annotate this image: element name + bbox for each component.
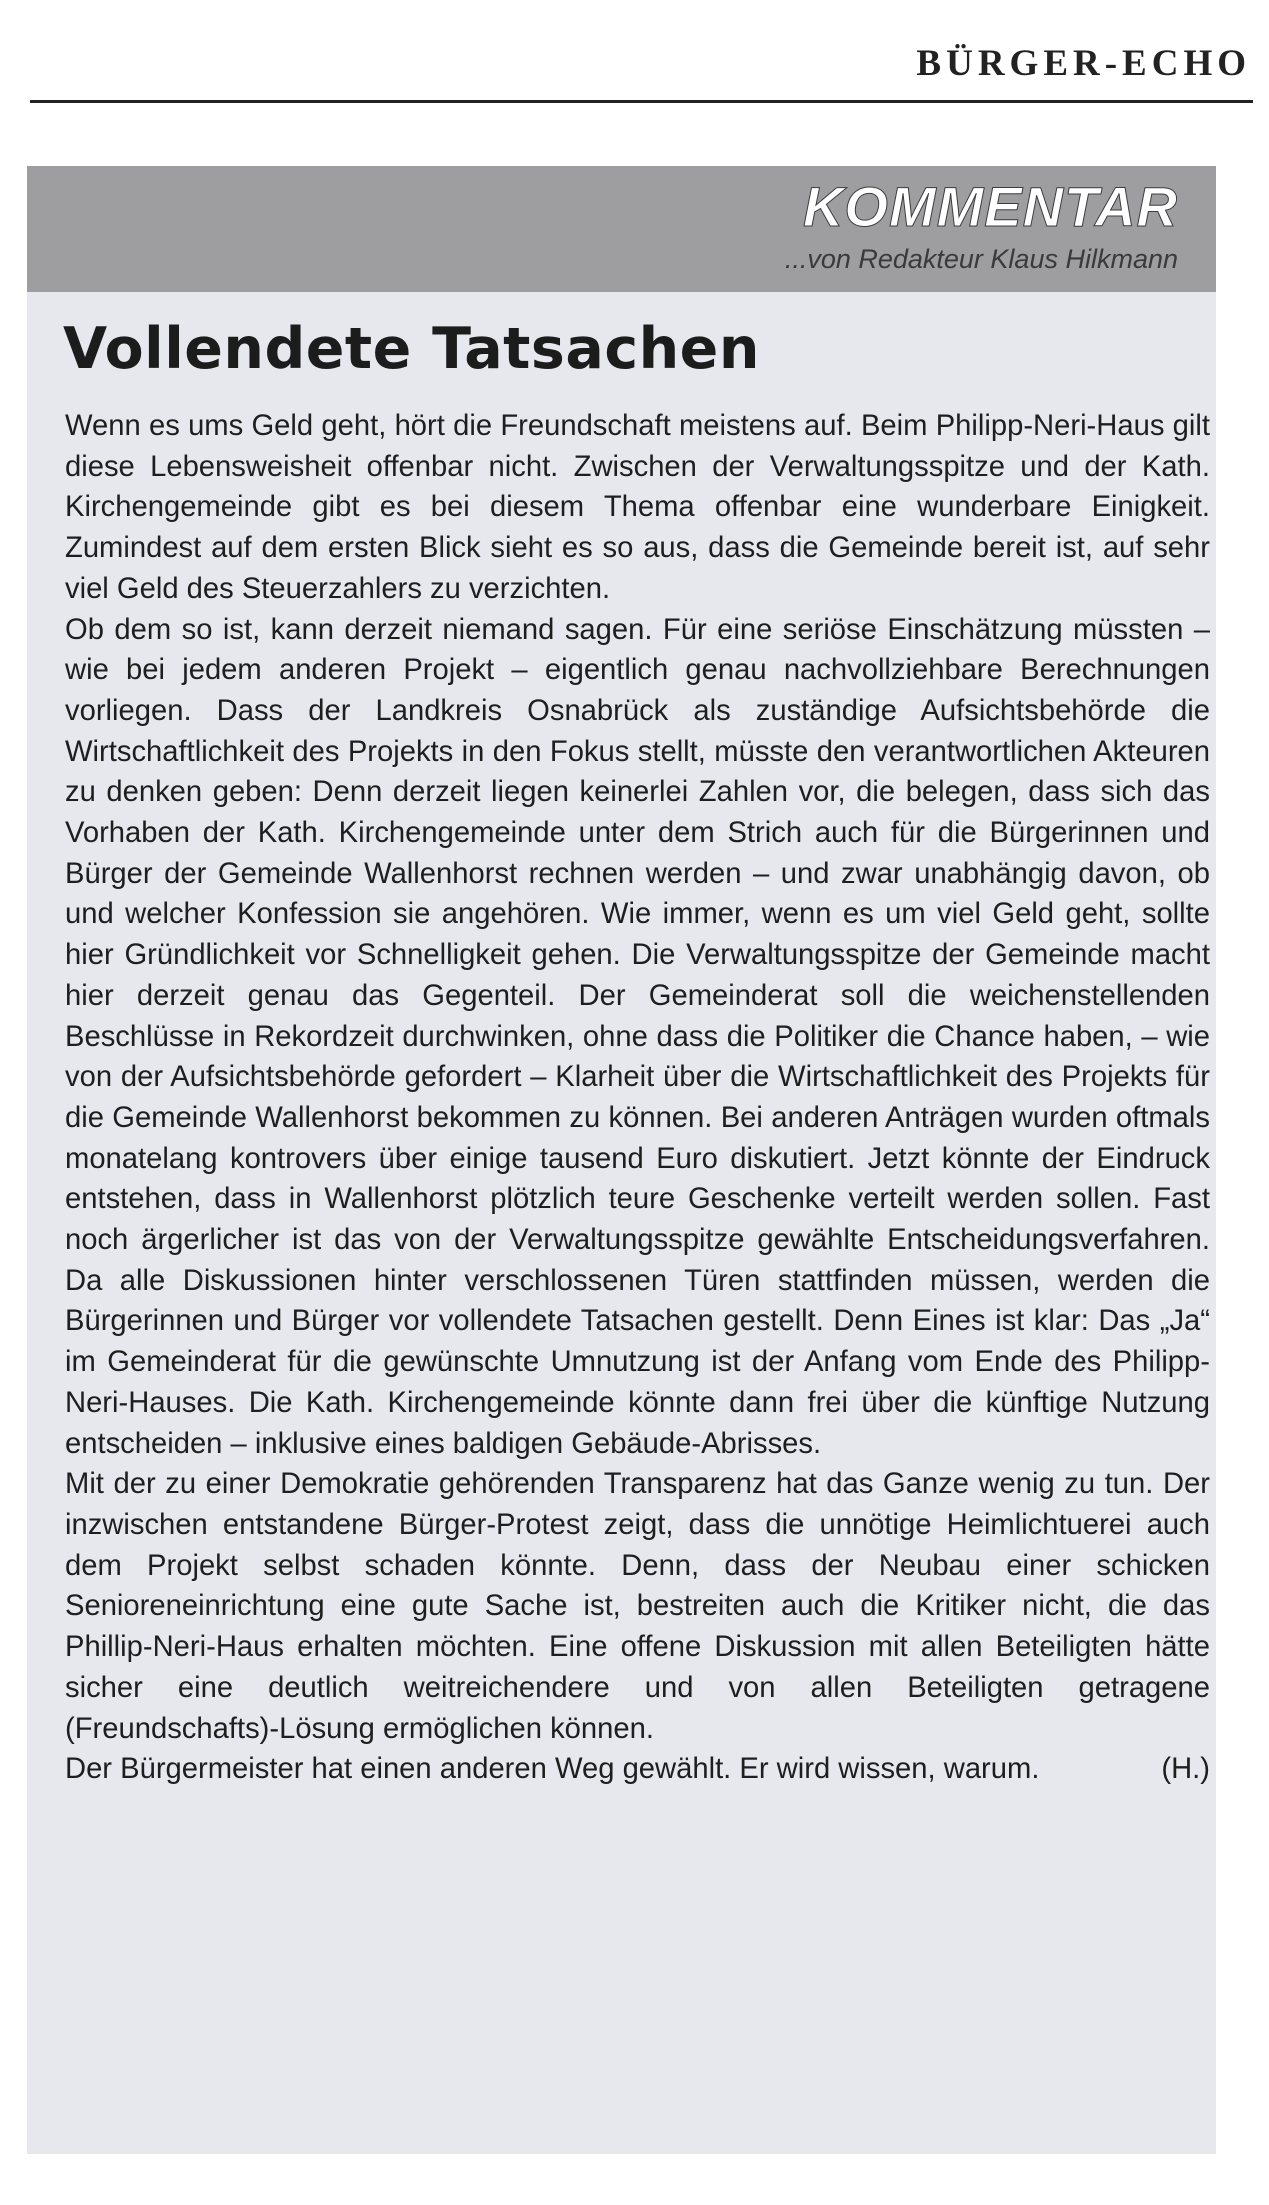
commentary-box: [27, 166, 1216, 2154]
author-signature: (H.): [1161, 1753, 1210, 1786]
article-body: [65, 406, 1210, 1790]
article-headline: Vollendete Tatsachen: [63, 316, 760, 382]
byline: ...von Redakteur Klaus Hilkmann: [784, 244, 1178, 274]
article-paragraph: Ob dem so ist, kann derzeit niemand sagen. Für eine seriöse Einschätzung müssten – wie bei jedem anderen Projekt – eigentlich genau nachvollziehbare Berechnungen vorliegen. Dass der Landkreis Osnabrück als zuständige Aufsichtsbehörde die Wirtschaftlichkeit des Projekts in den Fokus stellt, müsste den verantwortlichen Akteuren zu denken geben: Denn derzeit liegen keinerlei Zahlen vor, die belegen, dass sich das Vorhaben der Kath. Kirchengemeinde unter dem Strich auch für die Bürgerinnen und Bürger der Gemeinde Wallenhorst rechnen werden – und zwar unabhängig davon, ob und welcher Konfession sie angehören. Wie immer, wenn es um viel Geld geht, sollte hier Gründlichkeit vor Schnelligkeit gehen. Die Verwaltungsspitze der Gemeinde macht hier derzeit genau das Gegenteil. Der Gemeinderat soll die weichenstellenden Beschlüsse in Rekordzeit durchwinken, ohne dass die Politiker die Chance haben, – wie von der Aufsichtsbehörde gefordert – Klarheit über die Wirtschaftlichkeit des Projekts für die Gemeinde Wallenhorst bekommen zu können. Bei anderen Anträgen wurden oftmals monatelang kontrovers über einige tausend Euro diskutiert. Jetzt könnte der Eindruck entstehen, dass in Wallenhorst plötzlich teure Geschenke verteilt werden sollen. Fast noch ärgerlicher ist das von der Verwaltungsspitze gewählte Entscheidungsverfahren. Da alle Diskussionen hinter verschlossenen Türen stattfinden müssen, werden die Bürgerinnen und Bürger vor vollendete Tatsachen gestellt. Denn Eines ist klar: Das „Ja“ im Gemeinderat für die gewünschte Umnutzung ist der Anfang vom Ende des Philipp-Neri-Hauses. Die Kath. Kirchengemeinde könnte dann frei über die künftige Nutzung entscheiden – inklusive eines baldigen Gebäude-Abrisses.: [65, 613, 1210, 1460]
masthead-rule: [30, 100, 1253, 103]
article-paragraph: Der Bürgermeister hat einen anderen Weg gewählt. Er wird wissen, warum.: [65, 1753, 1040, 1786]
section-header: [27, 166, 1216, 292]
article-paragraph: Wenn es ums Geld geht, hört die Freundschaft meistens auf. Beim Philipp-Neri-Haus gilt diese Lebensweisheit offenbar nicht. Zwischen der Verwaltungsspitze und der Kath. Kirchengemeinde gibt es bei diesem Thema offenbar eine wunderbare Einigkeit. Zumindest auf dem ersten Blick sieht es so aus, dass die Gemeinde bereit ist, auf sehr viel Geld des Steuerzahlers zu verzichten.: [65, 410, 1210, 605]
masthead: BÜRGER-ECHO: [916, 43, 1251, 84]
article-paragraph-final: [65, 1749, 1210, 1790]
section-label: KOMMENTAR: [802, 175, 1178, 238]
article-paragraph: Mit der zu einer Demokratie gehörenden Transparenz hat das Ganze wenig zu tun. Der inzwischen entstandene Bürger-Protest zeigt, dass die unnötige Heimlichtuerei auch dem Projekt selbst schaden könnte. Denn, dass der Neubau einer schicken Senioreneinrichtung eine gute Sache ist, bestreiten auch die Kritiker nicht, die das Phillip-Neri-Haus erhalten möchten. Eine offene Diskussion mit allen Beteiligten hätte sicher eine deutlich weitreichendere und von allen Beteiligten getragene (Freundschafts)-Lösung ermöglichen können.: [65, 1468, 1210, 1745]
